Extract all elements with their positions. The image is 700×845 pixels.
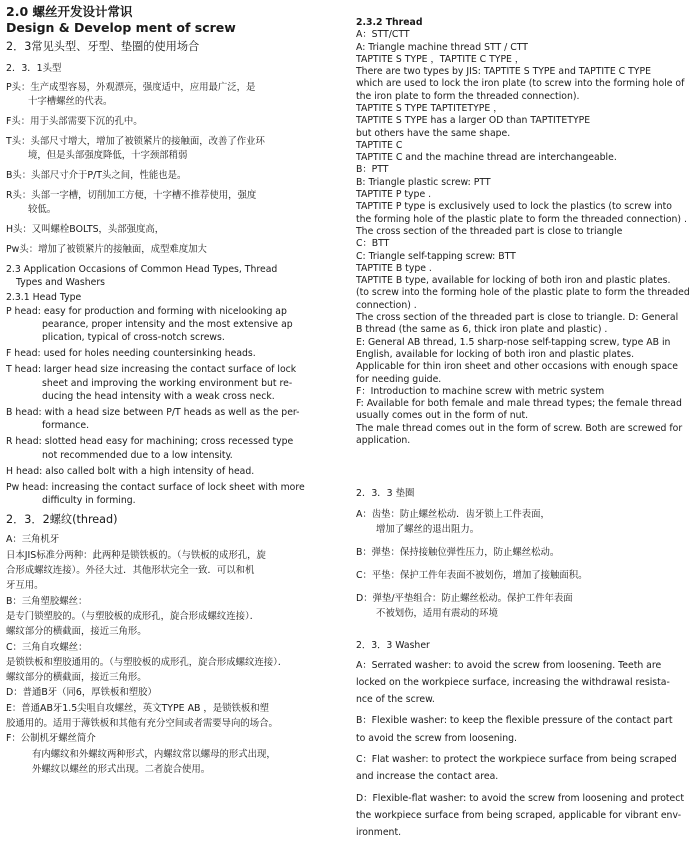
subsection-title-en: [6, 263, 350, 289]
washer-item-en: [356, 712, 696, 747]
thread-line-cn: F：公制机牙螺丝简介: [6, 733, 96, 745]
head-item-line: P head: easy for production and forming with nicelooking ap: [6, 305, 287, 317]
section-title-en: Design & Develop ment of screw: [6, 20, 236, 35]
subsection-title-cn: 2．3常见头型、牙型、垫圈的使用场合: [6, 40, 200, 53]
washer-line-en: A：Serrated washer: to avoid the screw from loosening. Teeth are: [356, 659, 662, 671]
thread-line-en: TAPTITE P type .: [356, 189, 432, 201]
thread-line-en: which are used to lock the iron plate (to screw into the forming hole of: [356, 78, 685, 90]
head-item-cn: [6, 189, 350, 217]
washer-line-cn: C：平垫：保护工件年表面不被划伤，增加了接触面积。: [356, 570, 588, 582]
thread-line-cn: 螺纹部分的横截面，接近三角形。: [6, 672, 147, 684]
thread-line-en: (to screw into the forming hole of the plastic plate to form the threaded: [356, 287, 690, 299]
thread-line-en: B: Triangle plastic screw: PTT: [356, 176, 491, 188]
thread-title-cn: 2．3．2螺纹(thread): [6, 513, 118, 527]
head-item-line: Pw头：增加了被锁紧片的接触面，成型难度加大: [6, 244, 207, 255]
head-item-line: H头：又叫螺栓BOLTS，头部强度高，: [6, 224, 165, 235]
head-item-line: F head: used for holes needing countersinking heads.: [6, 348, 256, 360]
thread-line-en: There are two types by JIS: TAPTITE S TYPE and TAPTITE C TYPE: [356, 66, 651, 78]
washers-en: [356, 657, 696, 842]
head-item-cn: [6, 243, 350, 257]
thread-line-cn: D：普通B牙（同6，厚铁板和塑胶）: [6, 687, 157, 699]
washer-line-en: B：Flexible washer: to keep the flexible pressure of the contact part: [356, 715, 673, 727]
head-item-line: 十字槽螺丝的代表。: [28, 96, 113, 107]
head-item-en: [6, 465, 350, 478]
head-item-line: plication, typical of cross-notch screws.: [42, 332, 225, 344]
thread-line-cn: B：三角塑胶螺丝：: [6, 595, 88, 607]
washer-item-cn: [356, 568, 696, 583]
thread-line-en: F：Introduction to machine screw with metric system: [356, 385, 605, 397]
head-item-line: pearance, proper intensity and the most extensive ap: [42, 318, 293, 330]
washer-line-en: C：Flat washer: to protect the workpiece surface from being scraped: [356, 753, 677, 765]
washer-item-en: [356, 657, 696, 709]
head-item-line: R head: slotted head easy for machining; cross recessed type: [6, 436, 294, 448]
thread-line-en: the iron plate to form the threaded connection).: [356, 90, 580, 102]
head-item-cn: [6, 81, 350, 109]
washer-line-cn: D：弹垫/平垫组合：防止螺丝松动。保护工件年表面: [356, 593, 573, 605]
head-item-en: [6, 347, 350, 360]
head-item-line: H head: also called bolt with a high intensity of head.: [6, 465, 255, 477]
thread-line-cn: 是锁铁板和塑胶通用的。（与塑胶板的成形孔，旋合形成螺纹连接）．: [6, 656, 288, 668]
head-item-line: R头：头部一字槽，切削加工方便，十字槽不推荐使用，强度: [6, 190, 257, 201]
washer-item-en: [356, 751, 696, 786]
thread-line-en: TAPTITE B type, available for locking of both iron and plastic plates.: [356, 275, 671, 287]
washer-line-cn: A：齿垫：防止螺丝松动．齿牙锁上工件表面，: [356, 509, 550, 521]
thread-line-cn: A：三角机牙: [6, 534, 60, 546]
head-item-line: formance.: [42, 420, 90, 432]
thread-line-en: E: General AB thread, 1.5 sharp-nose self-tapping screw, type AB in: [356, 336, 671, 348]
head-item-en: [6, 406, 350, 432]
head-item-line: F头：用于头部需要下沉的孔中。: [6, 116, 143, 127]
head-type-title-cn: 2．3．1头型: [6, 63, 62, 74]
thread-line-en: application.: [356, 435, 411, 446]
washer-line-en: and increase the contact area.: [356, 771, 499, 783]
thread-line-cn: C：三角自攻螺丝：: [6, 641, 88, 653]
thread-line-en: C：BTT: [356, 238, 390, 250]
subsection-title-en-line: 2.3 Application Occasions of Common Head Types, Thread: [6, 264, 278, 275]
head-item-line: sheet and improving the working environment but re-: [42, 377, 293, 389]
thread-line-en: English, available for locking of both iron and plastic plates.: [356, 348, 635, 360]
thread-line-en: B thread (the same as 6, thick iron plate and plastic) .: [356, 324, 608, 336]
thread-line-en: TAPTITE S TYPE TAPTITETYPE ，: [356, 102, 503, 114]
thread-line-cn: 是专门锁塑胶的。（与塑胶板的成形孔，旋合形成螺纹连接）．: [6, 610, 260, 622]
washer-line-en: the workpiece surface from being scraped, applicable for vibrant env-: [356, 809, 682, 821]
thread-line-en: TAPTITE B type .: [356, 262, 432, 274]
threads-en: [356, 29, 696, 447]
head-item-line: Pw head: increasing the contact surface of lock sheet with more: [6, 482, 305, 494]
washer-line-en: D：Flexible-flat washer: to avoid the screw from loosening and protect: [356, 792, 685, 804]
section-title-cn: 2.0 螺丝开发设计常识: [6, 4, 133, 19]
head-item-cn: [6, 223, 350, 237]
thread-line-cn: 牙互用。: [6, 580, 44, 592]
thread-line-en: the forming hole of the plastic plate to form the threaded connection) .: [356, 213, 687, 225]
washer-item-cn: [356, 507, 696, 537]
head-item-cn: [6, 115, 350, 129]
head-item-line: not recommended due to a low intensity.: [42, 449, 233, 461]
thread-line-en: C: Triangle self-tapping screw: BTT: [356, 250, 516, 262]
head-types-en: [6, 305, 350, 508]
washer-line-cn: B：弹垫：保持接触位弹性压力，防止螺丝松动。: [356, 547, 560, 559]
washer-title-cn: 2．3．3 垫圈: [356, 488, 415, 500]
washer-line-en: locked on the workpiece surface, increasing the withdrawal resista-: [356, 676, 670, 688]
thread-line-en: but others have the same shape.: [356, 127, 511, 139]
head-item-line: T head: larger head size increasing the contact surface of lock: [6, 364, 297, 376]
thread-line-cn: 胶通用的。适用于薄铁板和其他有充分空间或者需要导向的场合。: [6, 718, 278, 730]
head-item-line: B头：头部尺寸介于P/T头之间，性能也是。: [6, 170, 187, 181]
washer-line-en: to avoid the screw from loosening.: [356, 732, 518, 744]
thread-line-en: A: Triangle machine thread STT / CTT: [356, 41, 528, 53]
head-item-line: difficulty in forming.: [42, 495, 136, 507]
washer-item-cn: [356, 545, 696, 560]
thread-line-en: TAPTITE S TYPE ，TAPTITE C TYPE ，: [356, 53, 525, 65]
thread-line-en: usually comes out in the form of nut.: [356, 410, 529, 422]
head-item-en: [6, 363, 350, 403]
thread-line-en: F: Available for both female and male thread types; the female thread: [356, 398, 682, 410]
thread-line-en: The male thread comes out in the form of screw. Both are screwed for: [356, 422, 683, 434]
thread-line-cn: E：普通AB牙1.5尖咀自攻螺丝，英文TYPE AB ，是锁铁板和塑: [6, 702, 270, 714]
threads-cn: [6, 532, 350, 777]
thread-line-en: TAPTITE C: [356, 139, 403, 151]
thread-line-cn: 日本JIS标准分两种：此两种是锁铁板的。（与铁板的成形孔，旋: [6, 549, 266, 561]
washer-item-cn: [356, 591, 696, 621]
head-item-line: P头：生产成型容易，外观漂亮，强度适中，应用最广泛，是: [6, 82, 256, 93]
head-item-en: [6, 305, 350, 345]
thread-line-en: connection) .: [356, 299, 417, 311]
thread-line-en: TAPTITE C and the machine thread are interchangeable.: [356, 152, 617, 164]
thread-line-en: The cross section of the threaded part is close to triangle. D: General: [356, 312, 679, 324]
head-item-line: 境，但是头部强度降低，十字颈部稍弱: [28, 150, 188, 161]
washer-line-cn: 不被划伤，适用有震动的环境: [376, 608, 498, 620]
thread-line-cn: 外螺纹以螺丝的形式出现。二者旋合使用。: [32, 763, 211, 775]
subsection-title-en-line: Types and Washers: [16, 277, 106, 289]
washer-item-en: [356, 790, 696, 842]
washers-cn: [356, 507, 696, 621]
head-item-en: [6, 481, 350, 507]
head-item-line: 较低。: [28, 204, 57, 215]
head-item-line: ducing the head intensity with a weak cross neck.: [42, 390, 275, 402]
head-item-line: T头：头部尺寸增大，增加了被锁紧片的接触面，改善了作业环: [6, 136, 265, 147]
thread-line-en: B：PTT: [356, 164, 389, 176]
thread-line-en: A：STT/CTT: [356, 29, 410, 41]
washer-line-en: nce of the screw.: [356, 694, 435, 706]
head-types-cn: [6, 81, 350, 257]
thread-line-en: for needing guide.: [356, 373, 442, 385]
thread-line-cn: 合形成螺纹连接）。外径大过．其他形状完全一致．可以和机: [6, 565, 255, 577]
left-column: [6, 0, 350, 777]
washer-title-en: 2．3．3 Washer: [356, 640, 430, 652]
head-type-title-en: 2.3.1 Head Type: [6, 292, 82, 304]
thread-line-en: TAPTITE P type is exclusively used to lock the plastics (to screw into: [356, 201, 672, 213]
head-item-cn: [6, 135, 350, 163]
thread-line-en: TAPTITE S TYPE has a larger OD than TAPTITETYPE: [356, 115, 591, 127]
thread-line-cn: 螺纹部分的横截面，接近三角形。: [6, 626, 147, 638]
thread-line-cn: 有内螺纹和外螺纹两种形式，内螺纹常以螺母的形式出现，: [32, 748, 276, 760]
head-item-line: B head: with a head size between P/T heads as well as the per-: [6, 407, 300, 419]
head-item-en: [6, 435, 350, 461]
thread-line-en: The cross section of the threaded part is close to triangle: [356, 225, 623, 237]
head-item-cn: [6, 169, 350, 183]
washer-line-en: ironment.: [356, 827, 402, 839]
thread-line-en: Applicable for thin iron sheet and other occasions with enough space: [356, 361, 678, 373]
right-column: [356, 0, 696, 845]
thread-title-en: 2.3.2 Thread: [356, 17, 423, 28]
washer-line-cn: 增加了螺丝的退出阻力。: [376, 524, 480, 536]
